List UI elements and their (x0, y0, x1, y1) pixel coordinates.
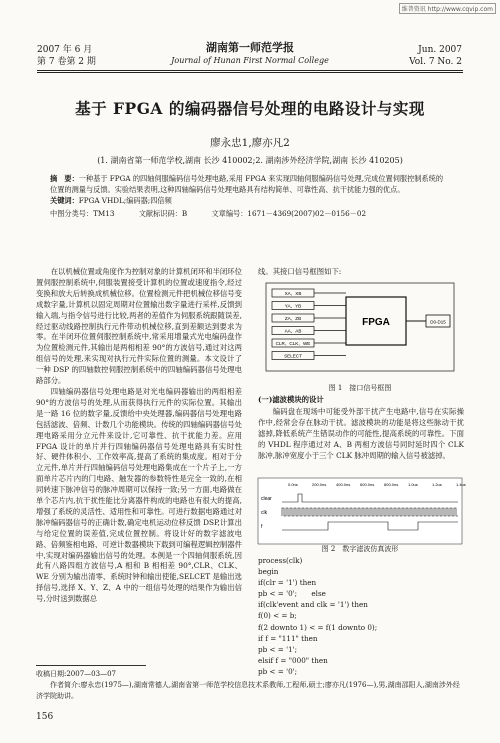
figure-1-block-diagram (258, 281, 462, 373)
code-line: elsif f = "000" then (258, 655, 328, 665)
page-number: 156 (36, 712, 54, 722)
input-signal-label: ZA、ZB (284, 316, 302, 321)
time-mark-label: 1.2us (432, 482, 442, 487)
author-bio: 作者简介:廖永忠(1975—),湖南常德人,湖南省第一师范学校信息技术系教师,工程师,硕士;廖亦凡(1976—),男,湖南邵阳人,湖南涉外经济学院助讲。 (36, 681, 460, 700)
vhdl-code-block (258, 555, 377, 677)
header-date: 2007 年 6 月 (37, 45, 93, 55)
code-line: pb < = '0'; (258, 666, 298, 676)
right-intro-text: 线。其接口信号框图如下: (258, 267, 342, 276)
authors: 廖永忠1,廖亦凡2 (210, 137, 290, 149)
watermark: 维普资讯 http://www.cqvip.com (399, 3, 496, 14)
code-line: f(2 downto 1) < = f(1 downto 0); (258, 622, 378, 632)
code-line: begin (258, 567, 279, 577)
article-number: 文章编号：1671－4369(2007)02－0156－02 (211, 209, 367, 218)
input-signal-label: SELECT (284, 353, 302, 359)
time-mark-label: 800.0ns (384, 482, 399, 487)
keywords (50, 196, 172, 206)
block-diagram-svg (258, 281, 462, 373)
code-line: pb < = '0'; else (258, 589, 326, 599)
figure-1-caption: 图 1 接口信号框图 (328, 384, 392, 392)
output-label: D0-D15 (430, 319, 446, 325)
left-column (36, 267, 242, 605)
time-mark-label: 600.0ns (360, 482, 375, 487)
figure-2-waveform (258, 478, 466, 544)
section-heading: (一)滤波模块的设计 (258, 395, 324, 404)
input-signal-label: XA、XB (284, 291, 302, 296)
footnote-rule (36, 665, 146, 666)
journal-name-en: Journal of Hunan First Normal College (171, 56, 329, 65)
input-signal-label: CLR、CLK、WE (275, 341, 311, 346)
issue-date-left (37, 44, 96, 68)
signal-name: clk (261, 510, 268, 516)
time-mark-label: 1.4us (456, 482, 466, 487)
code-line: if(clk'event and clk = '1') then (258, 600, 368, 610)
code-line: process(clk) (258, 556, 303, 565)
header-rule (37, 70, 463, 71)
code-line: if(clr = '1') then (258, 578, 317, 588)
code-line: if f = "111" then (258, 633, 318, 643)
fpga-label: FPGA (362, 317, 390, 328)
body-paragraph-2: 四轴编码器信号处理电路是对光电编码器输出的两组相差 90°的方波信号的处理,从而获得执行元件的实际位置。其输出是一路 16 位的数字量,反馈给中央处理器,编码器信号处理电路包括滤波、倍频、计数几个功能模块。传统的四轴编码器信号处理电路采用分立元件来设计,它可靠性、抗干扰能力差。应用 FPGA 设计的单片并行四轴编码器信号处理电路具有实时性好、硬件体积小、工作效率高,提高了系统的集成度。相对于分立元件,单片并行四轴编码信号处理电路集成在一个片子上,一方面单片芯片内的门电路、触发器的参数特性是完全一致的,在相同转速下脉冲信号的脉冲周期可以保持一致;另一方面,电路做在单个芯片内,抗干扰性能比分离器件构成的电路也有很大的提高,增强了系统的灵活性、适用性和可靠性。可进行数据电路通过对脉冲编码器信号的正确计数,确定电机运动位移反馈 DSP,计算出与给定位置的误差值,完成位置控制。将设计好的数字滤波电路、倍频鉴相电路、可逆计数器模块下载到可编程逻辑控制器件中,实现对编码器输出信号的处理。本例是一个四轴伺服系统,因此有八路四组方波信号,A 相和 B 相相差 90°,CLR、CLK、WE 分别为输出清零、系统时钟和输出使能,SELCET 是输出选择信号,选择 X、Y、Z、A 中的一组信号处理的结果作为输出信号,分时送到数据总 (36, 386, 242, 604)
time-mark-label: 0.0ns (288, 482, 298, 487)
header-volume: 第 7 卷第 2 期 (37, 57, 96, 67)
keywords-text: FPGA VHDL;编码器;四倍频 (78, 196, 172, 205)
abstract-text: 一种基于 FPGA 的四轴伺服编码信号处理电路,采用 FPGA 来实现四轴伺服编码信号处理,完成位置伺服控制系统的位置的测量与反馈。实验结果表明,这种四轴编码信号处理电路具有结构简单、可靠性高、抗干扰能力强的优点。 (50, 174, 444, 194)
keywords-label: 关键词： (50, 196, 79, 205)
journal-name-cn: 湖南第一师范学报 (206, 41, 294, 54)
signal-name: f (261, 524, 263, 530)
header-volume-en: Vol. 7 No. 2 (409, 57, 462, 67)
journal-name (150, 41, 350, 67)
affiliation: (1. 湖南省第一师范学校,湖南 长沙 410002;2. 湖南涉外经济学院,湖南 长沙 410205) (97, 156, 403, 165)
signal-name: clear (261, 496, 272, 502)
document-code: 文献标识码：B (138, 209, 188, 218)
code-line: pb < = '1'; (258, 644, 298, 654)
figure-2-caption: 图 2 数字滤波仿真波形 (321, 545, 399, 553)
waveform-svg (258, 478, 466, 544)
classification-line (50, 209, 450, 219)
time-mark-label: 1.0us (408, 482, 418, 487)
issue-date-right (409, 44, 462, 68)
section-paragraph: 编码盘在现场中可能受外部干扰产生电路中,信号在实际操作中,经常会存在脉动干扰。滤波模块的功能是将这些脉动干扰滤掉,降低系统产生错误动作的可能性,提高系统的可靠性。下面的 VHDL 程序通过对 A、B 两相方波信号同时延时四个 CLK 脉冲,脉冲宽度小于三个 CLK 脉冲周期的输入信号被滤掉。 (258, 407, 464, 460)
time-mark-label: 200.0ns (312, 482, 327, 487)
footnote (36, 669, 466, 702)
clc-number: 中图分类号：TM13 (50, 209, 115, 218)
abstract (50, 173, 450, 195)
paper-title: 基于 FPGA 的编码器信号处理的电路设计与实现 (75, 99, 425, 118)
header-rule-thin (37, 72, 463, 73)
code-line: f(0) < = b; (258, 611, 297, 621)
header-date-en: Jun. 2007 (418, 45, 462, 55)
input-signal-label: YA、YB (284, 303, 302, 309)
abstract-label: 摘 要： (50, 174, 79, 183)
received-date: 收稿日期:2007—03—07 (36, 670, 116, 678)
body-paragraph-1: 在以机械位置或角度作为控制对象的计算机闭环和半闭环位置伺服控制系统中,伺服装置接受计算机的位置或速度指令,经过变换和放大后转换成机械位移。位置检测元件把机械位移信号变成数字量,计算机以固定周期对位置输出数字量进行采样,反馈到输入端,与指令信号进行比较,两者的差值作为伺服系统跟随误差,经过驱动线路控制执行元件带动机械位移,直到差额达到要求为零。在半闭环位置伺服控制系统中,常采用增量式光电编码盘作为位置检测元件,其输出是两相相差 90°的方波信号,通过对这两组信号的处理,来实现对执行元件实际位置的测量。本文设计了一种 DSP 的四轴数控伺服控制系统中的四轴编码器信号处理电路部分。 (36, 267, 242, 386)
input-signal-label: AA、AB (284, 328, 302, 334)
time-mark-label: 400.0ns (336, 482, 351, 487)
